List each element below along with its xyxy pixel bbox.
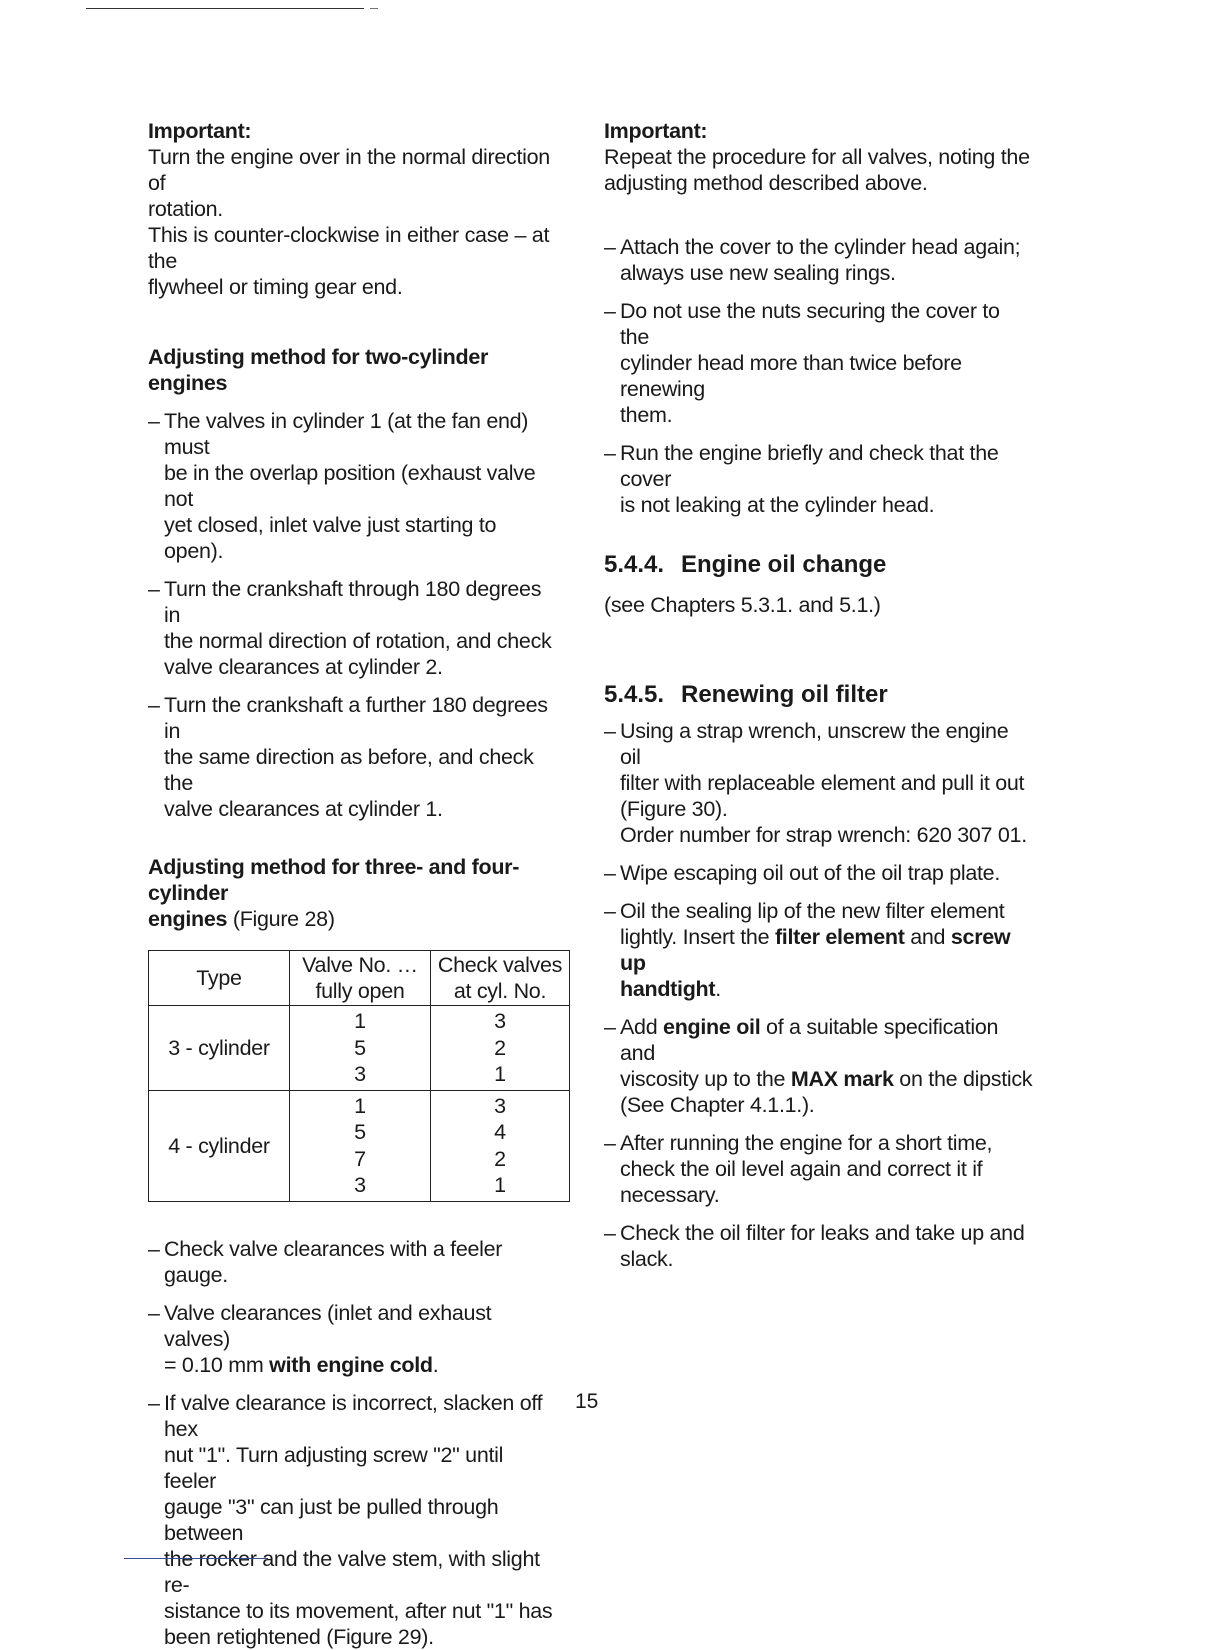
list-item: – Turn the crankshaft a further 180 degrees in the same direction as before, and check the valve clearances at cylinder 1. bbox=[148, 692, 560, 822]
text-line: After running the engine for a short time, bbox=[620, 1131, 993, 1155]
list-item: – Oil the sealing lip of the new filter element lightly. Insert the filter element and screw up handtight. bbox=[604, 898, 1034, 1002]
text-line: If valve clearance is incorrect, slacken off hex bbox=[164, 1390, 543, 1441]
chapter-reference: (see Chapters 5.3.1. and 5.1.) bbox=[604, 593, 881, 617]
text-line: gauge "3" can just be pulled through between bbox=[164, 1494, 499, 1545]
cell-value: 7 bbox=[354, 1146, 366, 1171]
plain-text: of a suitable specification and bbox=[620, 1015, 999, 1065]
table-header-check bbox=[431, 951, 570, 1006]
list-item: – Turn the crankshaft through 180 degrees in the normal direction of rotation, and check valve clearances at cylinder 2. bbox=[148, 576, 560, 680]
section-number: 5.4.4. bbox=[604, 551, 665, 578]
plain-text: lightly. Insert the bbox=[620, 925, 775, 949]
text-line: Run the engine briefly and check that the cover bbox=[620, 441, 999, 491]
text-line: is not leaking at the cylinder head. bbox=[620, 493, 935, 517]
plain-text: Add bbox=[620, 1015, 664, 1039]
text-line: yet closed, inlet valve just starting to open). bbox=[164, 513, 497, 563]
bold-text: filter element bbox=[774, 925, 905, 949]
page-number: 15 bbox=[575, 1390, 599, 1413]
top-rule bbox=[86, 8, 364, 9]
cell-value: 3 bbox=[354, 1062, 366, 1086]
text-line: Oil the sealing lip of the new filter element bbox=[620, 899, 1005, 923]
text-line: adjusting method described above. bbox=[604, 171, 928, 195]
valve-cell bbox=[290, 1006, 431, 1091]
text-line bbox=[620, 1066, 1034, 1092]
cell-value: 1 bbox=[494, 1173, 506, 1197]
list-item: – Valve clearances (inlet and exhaust valves) = 0.10 mm with engine cold. bbox=[148, 1300, 560, 1378]
text-line bbox=[620, 976, 1034, 1002]
header-line: Check valves bbox=[437, 953, 563, 977]
list-item: – If valve clearance is incorrect, slacken off hex nut "1". Turn adjusting screw "2" until feeler gauge "3" can just be pulled through between the rocker and the valve stem, with slight re- sistance to its movement, after nut "1" has been retightened (Figure 29). bbox=[148, 1390, 560, 1650]
cell-value: 2 bbox=[494, 1146, 506, 1171]
cell-value: 2 bbox=[494, 1035, 506, 1060]
plain-text: on the dipstick bbox=[893, 1067, 1033, 1091]
list-item: – After running the engine for a short time, check the oil level again and correct it if necessary. bbox=[604, 1130, 1034, 1208]
text-line: Turn the engine over in the normal direction of bbox=[148, 145, 550, 195]
text-line: nut "1". Turn adjusting screw "2" until feeler bbox=[164, 1442, 504, 1493]
cell-value: 4 bbox=[494, 1120, 506, 1144]
text-line: Repeat the procedure for all valves, noting the bbox=[604, 145, 1030, 169]
bottom-rule bbox=[124, 1558, 268, 1559]
check-cell bbox=[431, 1090, 570, 1201]
list-item: – Do not use the nuts securing the cover to the cylinder head more than twice before renewing them. bbox=[604, 298, 1034, 428]
list-item: – Check valve clearances with a feeler gauge. bbox=[148, 1236, 560, 1288]
text-line bbox=[148, 906, 560, 932]
right-column bbox=[604, 118, 1034, 1272]
three-four-cylinder-heading bbox=[148, 854, 560, 932]
text-line: Attach the cover to the cylinder head again; bbox=[620, 235, 1021, 259]
text-line: necessary. bbox=[620, 1183, 720, 1207]
list-item: – Attach the cover to the cylinder head again; always use new sealing rings. bbox=[604, 234, 1034, 286]
text-line: Check valve clearances with a feeler gauge. bbox=[164, 1236, 503, 1287]
plain-text: viscosity up to the bbox=[620, 1067, 791, 1091]
bold-text: MAX mark bbox=[790, 1067, 894, 1091]
text-line: The valves in cylinder 1 (at the fan end) must bbox=[164, 409, 529, 459]
figure-ref: (Figure 28) bbox=[227, 907, 335, 931]
cell-value: 3 bbox=[494, 1093, 506, 1118]
text-line bbox=[620, 1014, 1034, 1066]
left-column bbox=[148, 118, 563, 1650]
section-title: Renewing oil filter bbox=[681, 681, 888, 708]
text-line: slack. bbox=[620, 1247, 674, 1271]
cell-value: 5 bbox=[354, 1120, 366, 1144]
plain-text: and bbox=[904, 925, 951, 949]
text-line: be in the overlap position (exhaust valve not bbox=[164, 461, 536, 511]
header-line: Valve No. … bbox=[302, 953, 418, 977]
list-item: – Check the oil filter for leaks and take up and slack. bbox=[604, 1220, 1034, 1272]
important-text bbox=[604, 144, 1034, 196]
text-line: Turn the crankshaft a further 180 degrees in bbox=[164, 693, 548, 743]
text-line: Check the oil filter for leaks and take up and bbox=[620, 1221, 1025, 1245]
text-line: them. bbox=[620, 403, 673, 427]
header-line: fully open bbox=[315, 979, 405, 1003]
text-line: Adjusting method for three- and four-cylinder bbox=[148, 855, 520, 905]
section-heading-oil-filter bbox=[604, 682, 1034, 708]
two-cylinder-heading: Adjusting method for two-cylinder engines bbox=[148, 345, 489, 395]
cell-value: 1 bbox=[494, 1062, 506, 1086]
list-item: – Run the engine briefly and check that the cover is not leaking at the cylinder head. bbox=[604, 440, 1034, 518]
text-line: (Figure 30). bbox=[620, 797, 728, 821]
list-item: – Wipe escaping oil out of the oil trap plate. bbox=[604, 860, 1034, 886]
text-line: This is counter-clockwise in either case – at the bbox=[148, 223, 550, 273]
bold-text: engine oil bbox=[663, 1015, 761, 1039]
table-header-type: Type bbox=[149, 951, 290, 1006]
cell-value: 5 bbox=[354, 1035, 366, 1060]
punctuation: . bbox=[715, 977, 721, 1001]
type-cell: 4 - cylinder bbox=[149, 1090, 290, 1201]
text-line: flywheel or timing gear end. bbox=[148, 275, 403, 299]
section-number: 5.4.5. bbox=[604, 681, 665, 708]
value-text: = 0.10 mm bbox=[164, 1352, 270, 1377]
section-title: Engine oil change bbox=[681, 551, 887, 578]
text-line: Valve clearances (inlet and exhaust valves) bbox=[164, 1300, 492, 1351]
cell-value: 1 bbox=[354, 1009, 366, 1033]
list-item: – Using a strap wrench, unscrew the engine oil filter with replaceable element and pull it out (Figure 30). Order number for strap wrench: 620 307 01. bbox=[604, 718, 1034, 848]
text-line: the normal direction of rotation, and check bbox=[164, 629, 552, 653]
text-line: (See Chapter 4.1.1.). bbox=[620, 1093, 815, 1117]
text-line bbox=[164, 1352, 560, 1378]
list-item: – Add engine oil of a suitable specification and viscosity up to the MAX mark on the dipstick (See Chapter 4.1.1.). bbox=[604, 1015, 1033, 1117]
cell-value: 3 bbox=[494, 1009, 506, 1033]
top-rule-dash bbox=[370, 8, 378, 9]
list-item: – The valves in cylinder 1 (at the fan end) must be in the overlap position (exhaust valve not yet closed, inlet valve just starting to open). bbox=[148, 408, 560, 564]
table-row bbox=[149, 1090, 570, 1201]
text-line: always use new sealing rings. bbox=[620, 261, 896, 285]
valve-table bbox=[148, 950, 570, 1202]
table-row bbox=[149, 1006, 570, 1091]
text-line: rotation. bbox=[148, 197, 223, 221]
text-line: the rocker and the valve stem, with slight re- bbox=[164, 1546, 540, 1597]
section-heading-oil-change bbox=[604, 552, 1034, 578]
bold-text: screw up bbox=[620, 925, 1011, 975]
type-cell: 3 - cylinder bbox=[149, 1006, 290, 1091]
cell-value: 1 bbox=[354, 1093, 366, 1118]
text-line: the same direction as before, and check the bbox=[164, 745, 534, 795]
text-line: Wipe escaping oil out of the oil trap plate. bbox=[620, 861, 1001, 885]
important-title: Important: bbox=[148, 119, 252, 143]
text-line: valve clearances at cylinder 2. bbox=[164, 655, 443, 679]
punctuation: . bbox=[432, 1352, 439, 1377]
text-line: sistance to its movement, after nut "1" has bbox=[164, 1598, 553, 1623]
text-line: filter with replaceable element and pull it out bbox=[620, 771, 1025, 795]
cell-value: 3 bbox=[354, 1173, 366, 1197]
text-line: Using a strap wrench, unscrew the engine oil bbox=[620, 719, 1009, 769]
text-line: Turn the crankshaft through 180 degrees in bbox=[164, 577, 542, 627]
valve-cell bbox=[290, 1090, 431, 1201]
bold-text: with engine cold bbox=[269, 1352, 433, 1377]
bold-text: handtight bbox=[620, 977, 716, 1001]
text-line: valve clearances at cylinder 1. bbox=[164, 797, 443, 821]
important-text bbox=[148, 144, 560, 300]
text-line bbox=[620, 924, 1034, 976]
check-cell bbox=[431, 1006, 570, 1091]
text-line: check the oil level again and correct it if bbox=[620, 1157, 983, 1181]
text-line: been retightened (Figure 29). bbox=[164, 1624, 434, 1649]
text-line: Order number for strap wrench: 620 307 01. bbox=[620, 823, 1027, 847]
text-line: Do not use the nuts securing the cover to the bbox=[620, 299, 1000, 349]
important-title: Important: bbox=[604, 119, 708, 143]
text-line: cylinder head more than twice before renewing bbox=[620, 351, 962, 401]
table-header-valve bbox=[290, 951, 431, 1006]
bold-text: engines bbox=[148, 907, 228, 931]
header-line: at cyl. No. bbox=[453, 979, 547, 1003]
